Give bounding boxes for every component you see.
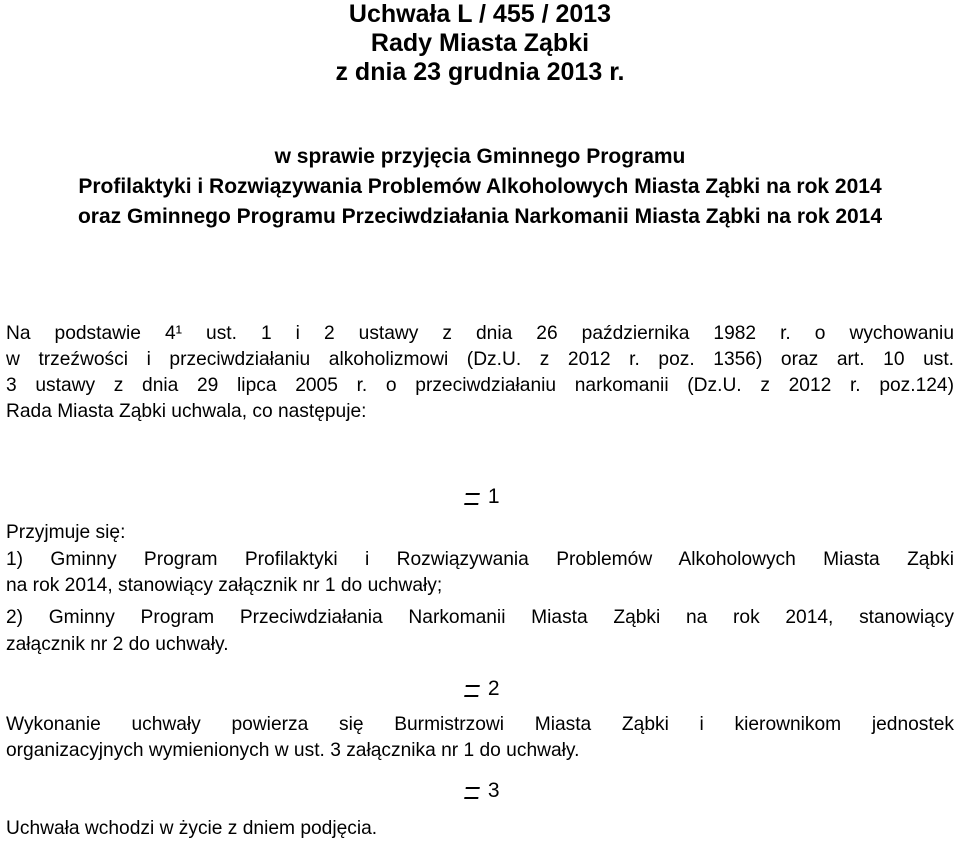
section-2-heading xyxy=(462,676,500,702)
section-1-line-5: załącznik nr 2 do uchwały. xyxy=(6,634,229,655)
section-1-number: 1 xyxy=(487,485,500,508)
section-2-number: 2 xyxy=(487,677,500,700)
section-1-line-1: Przyjmuje się: xyxy=(6,522,126,543)
subject-line-3: oraz Gminnego Programu Przeciwdziałania Narkomanii Miasta Ząbki na rok 2014 xyxy=(77,205,883,228)
section-1-line-2: 1) Gminny Program Profilaktyki i Rozwiązywania Problemów Alkoholowych Miasta Ząbki xyxy=(6,549,954,570)
section-sign-icon xyxy=(462,681,482,697)
preamble-line-1: Na podstawie 4¹ ust. 1 i 2 ustawy z dnia 26 października 1982 r. o wychowaniu xyxy=(6,323,954,344)
section-sign-icon xyxy=(462,783,482,799)
section-2-line-2: organizacyjnych wymienionych w ust. 3 załącznika nr 1 do uchwały. xyxy=(6,740,580,761)
preamble-line-4: Rada Miasta Ząbki uchwala, co następuje: xyxy=(6,401,367,422)
section-2-line-1: Wykonanie uchwały powierza się Burmistrzowi Miasta Ząbki i kierownikom jednostek xyxy=(6,714,954,735)
resolution-title: Uchwała L / 455 / 2013 xyxy=(348,0,612,28)
section-1-heading xyxy=(462,484,500,510)
council-name: Rady Miasta Ząbki xyxy=(370,29,590,57)
subject-line-1: w sprawie przyjęcia Gminnego Programu xyxy=(274,145,686,168)
section-1-line-4: 2) Gminny Program Przeciwdziałania Narkomanii Miasta Ząbki na rok 2014, stanowiący xyxy=(6,607,954,628)
subject-line-2: Profilaktyki i Rozwiązywania Problemów Alkoholowych Miasta Ząbki na rok 2014 xyxy=(78,175,882,198)
preamble-line-2: w trzeźwości i przeciwdziałaniu alkoholizmowi (Dz.U. z 2012 r. poz. 1356) oraz art. 10 ust. xyxy=(6,349,954,370)
section-3-number: 3 xyxy=(487,779,500,802)
preamble-line-3: 3 ustawy z dnia 29 lipca 2005 r. o przeciwdziałaniu narkomanii (Dz.U. z 2012 r. poz.124) xyxy=(6,375,954,396)
resolution-date: z dnia 23 grudnia 2013 r. xyxy=(335,58,625,86)
section-3-heading xyxy=(462,778,500,804)
section-1-line-3: na rok 2014, stanowiący załącznik nr 1 do uchwały; xyxy=(6,575,443,596)
section-3-line-1: Uchwała wchodzi w życie z dniem podjęcia. xyxy=(6,818,378,839)
section-sign-icon xyxy=(462,489,482,505)
